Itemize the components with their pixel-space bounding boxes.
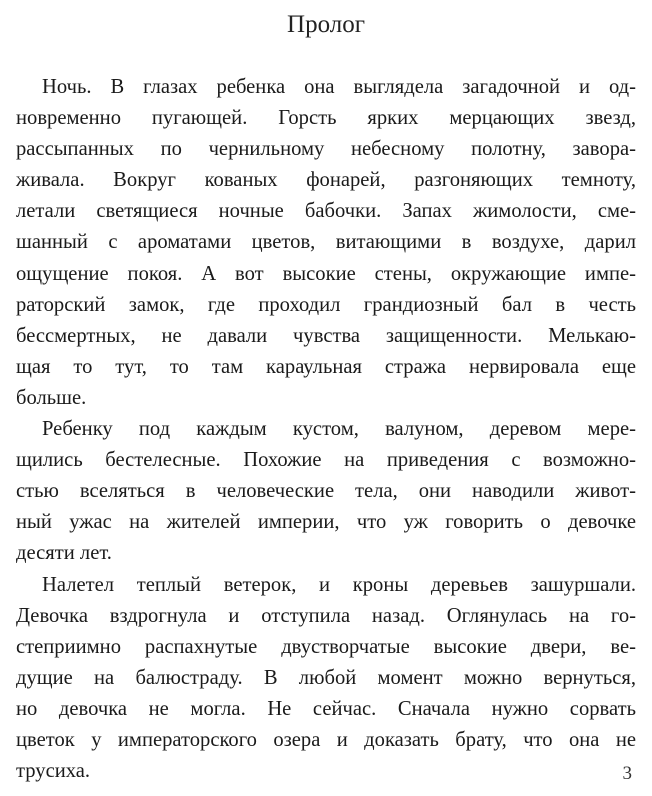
text-line: но девочка не могла. Не сейчас. Сначала нужно сорвать (16, 697, 636, 720)
page-number: 3 (622, 763, 632, 784)
text-line: ный ужас на жителей империи, что уж говорить о девочке (16, 511, 636, 534)
text-line: Ребенку под каждым кустом, валуном, деревом мере- (42, 418, 636, 441)
text-line: шанный с ароматами цветов, витающими в воздухе, дарил (16, 231, 636, 254)
text-line: раторский замок, где проходил грандиозный бал в честь (16, 293, 636, 316)
text-line: бессмертных, не давали чувства защищенности. Мелькаю- (16, 324, 636, 347)
text-line: новременно пугающей. Горсть ярких мерцающих звезд, (16, 107, 636, 130)
text-line: цветок у императорского озера и доказать брату, что она не (16, 728, 636, 751)
text-line: трусиха. (16, 760, 91, 783)
text-line: летали светящиеся ночные бабочки. Запах жимолости, сме- (16, 200, 636, 223)
chapter-title: Пролог (287, 11, 365, 38)
text-line: ощущение покоя. А вот высокие стены, окружающие импе- (16, 262, 636, 285)
text-line: Девочка вздрогнула и отступила назад. Оглянулась на го- (16, 604, 636, 627)
text-line: щая то тут, то там караульная стража нервировала еще (16, 355, 636, 378)
paragraph-2 (16, 414, 636, 569)
text-line: живала. Вокруг кованых фонарей, разгоняющих темноту, (16, 169, 636, 192)
text-line: рассыпанных по чернильному небесному полотну, завора- (16, 138, 636, 161)
text-line: степриимно распахнутые двустворчатые высокие двери, ве- (16, 635, 636, 658)
text-line: десяти лет. (16, 542, 112, 565)
text-line: щились бестелесные. Похожие на приведения с возможно- (16, 449, 636, 472)
text-line: больше. (16, 386, 87, 409)
paragraph-1 (16, 72, 636, 414)
paragraph-3 (16, 570, 636, 788)
text-line: стью вселяться в человеческие тела, они наводили живот- (16, 480, 636, 503)
text-line: дущие на балюстраду. В любой момент можно вернуться, (16, 666, 636, 689)
body-text (16, 72, 636, 787)
text-line: Налетел теплый ветерок, и кроны деревьев зашуршали. (42, 573, 636, 596)
text-line: Ночь. В глазах ребенка она выглядела загадочной и од- (42, 76, 636, 98)
